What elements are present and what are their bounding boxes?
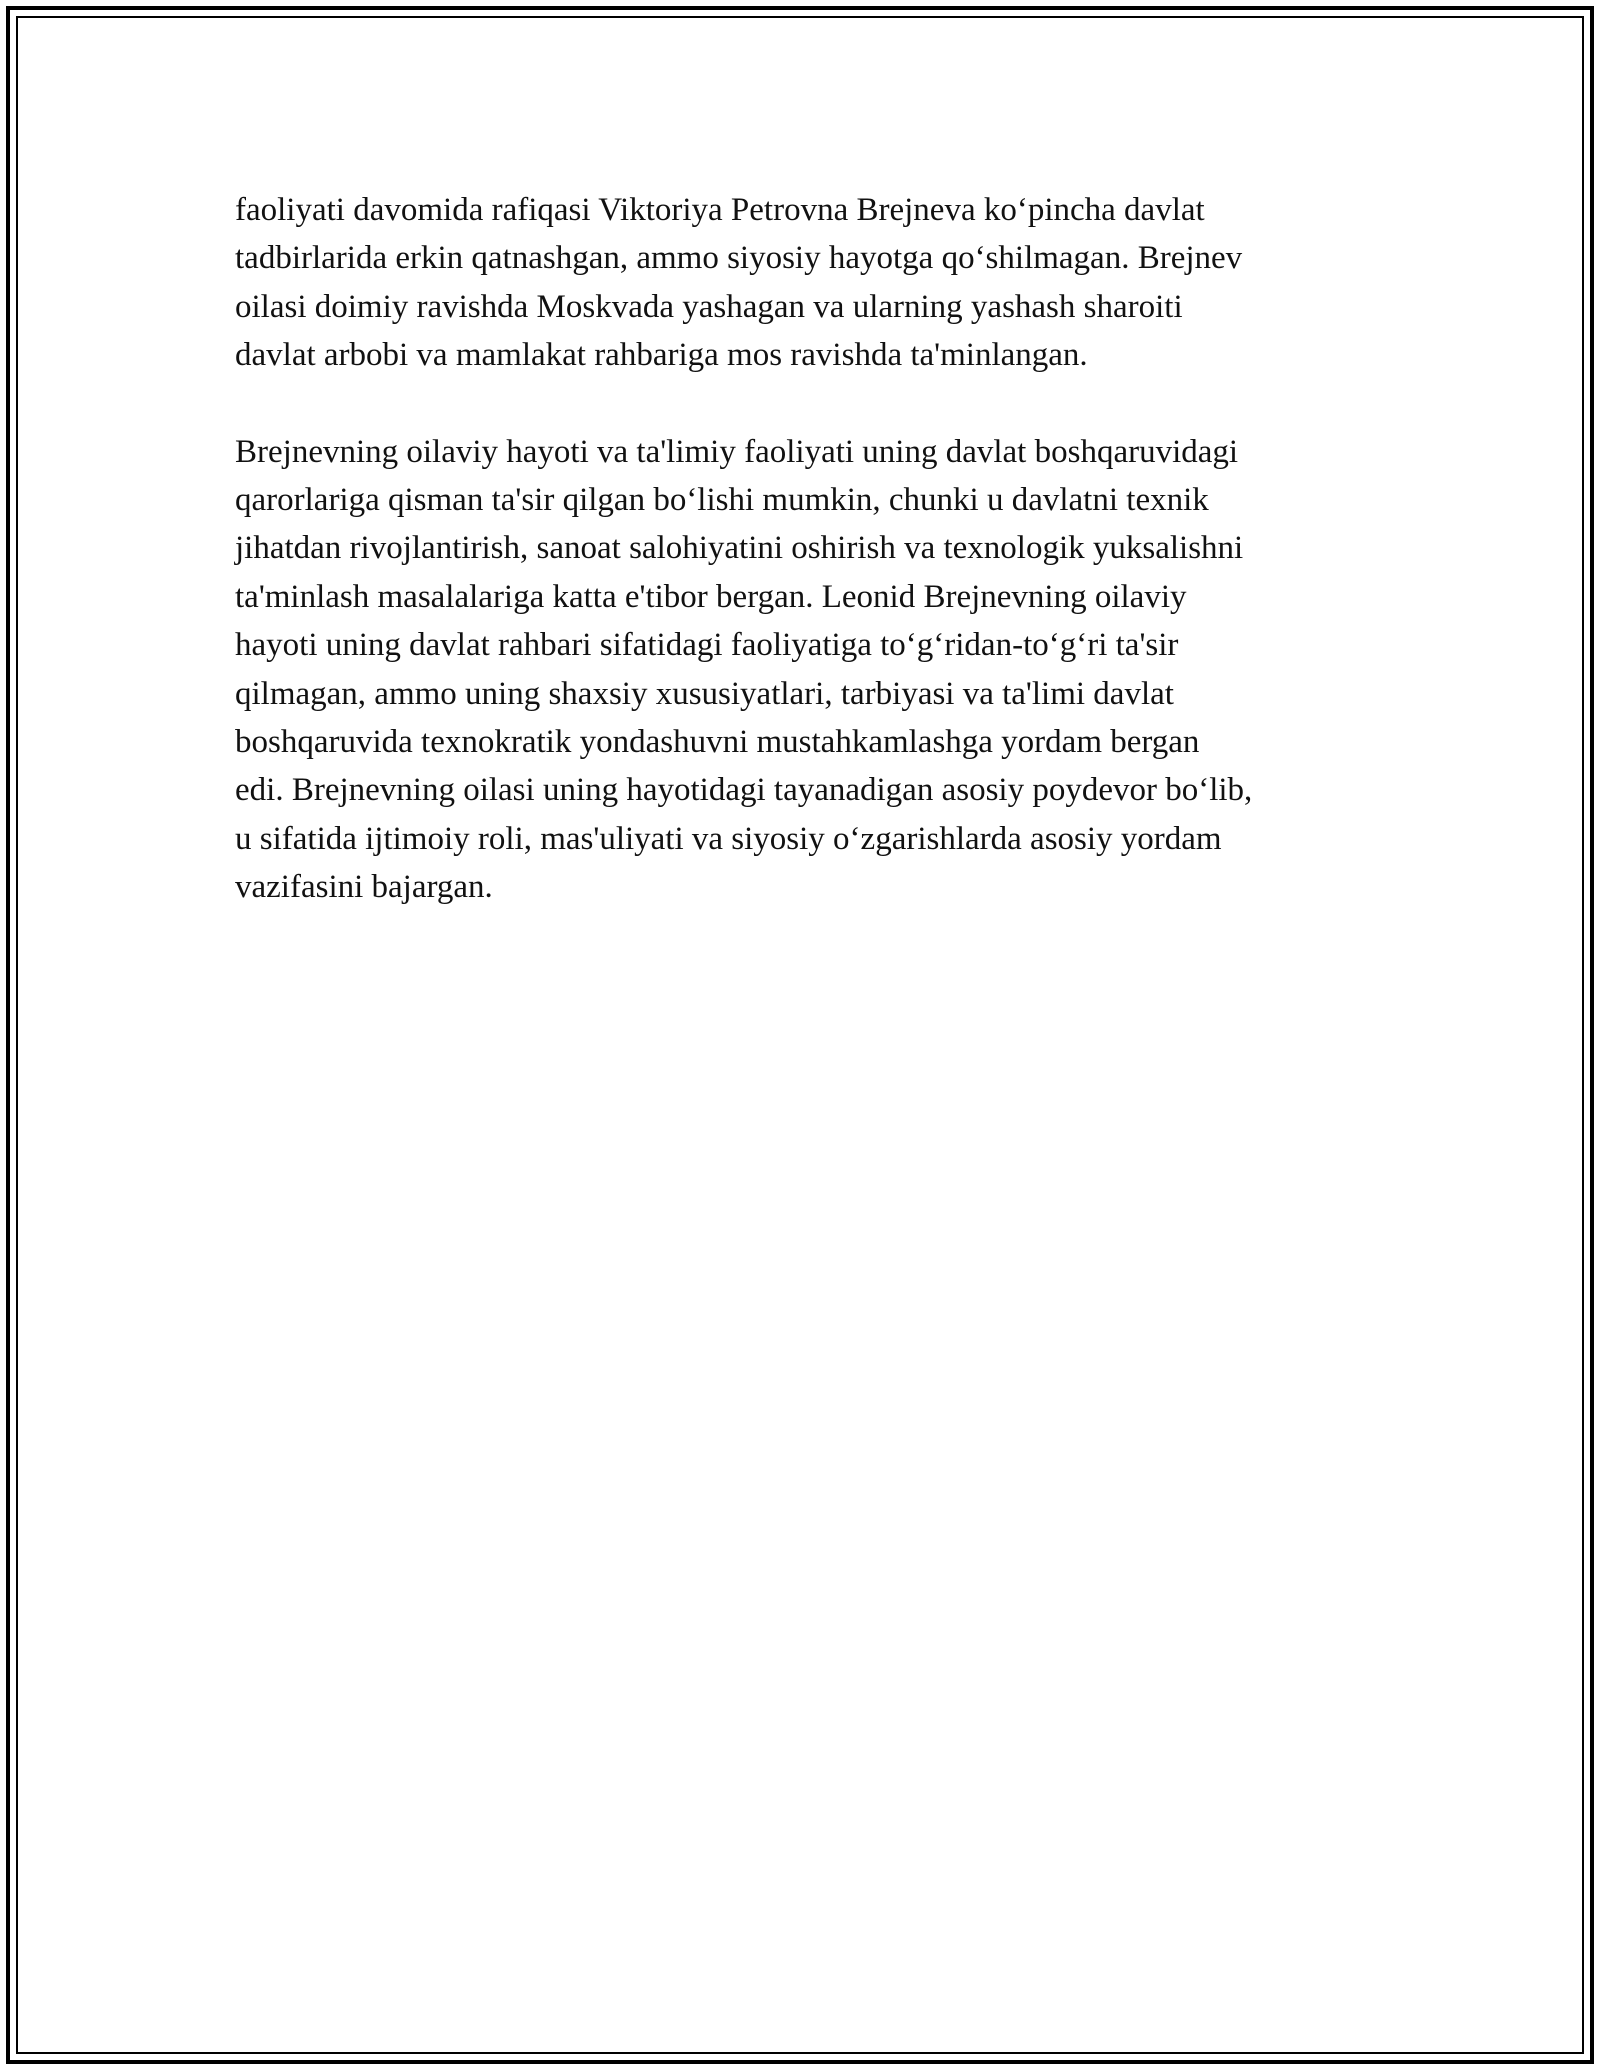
- paragraph: Brejnevning oilaviy hayoti va ta'limiy faoliyati uning davlat boshqaruvidagi qarorlariga qisman ta'sir qilgan bo‘lishi mumkin, chunki u davlatni texnik jihatdan rivojlantirish, sanoat salohiyatini oshirish va texnologik yuksalishni ta'minlash masalalariga katta e'tibor bergan. Leonid Brejnevning oilaviy hayoti uning davlat rahbari sifatidagi faoliyatiga to‘g‘ridan-to‘g‘ri ta'sir qilmagan, ammo uning shaxsiy xususiyatlari, tarbiyasi va ta'limi davlat boshqaruvida texnokratik yondashuvni mustahkamlashga yordam bergan edi. Brejnevning oilasi uning hayotidagi tayanadigan asosiy poydevor bo‘lib, u sifatida ijtimoiy roli, mas'uliyati va siyosiy o‘zgarishlarda asosiy yordam vazifasini bajargan.: [235, 433, 1253, 906]
- document-body: [235, 186, 1385, 912]
- paragraph: faoliyati davomida rafiqasi Viktoriya Petrovna Brejneva ko‘pincha davlat tadbirlarida erkin qatnashgan, ammo siyosiy hayotga qo‘shilmagan. Brejnev oilasi doimiy ravishda Moskvada yashagan va ularning yashash sharoiti davlat arbobi va mamlakat rahbariga mos ravishda ta'minlangan.: [235, 192, 1243, 374]
